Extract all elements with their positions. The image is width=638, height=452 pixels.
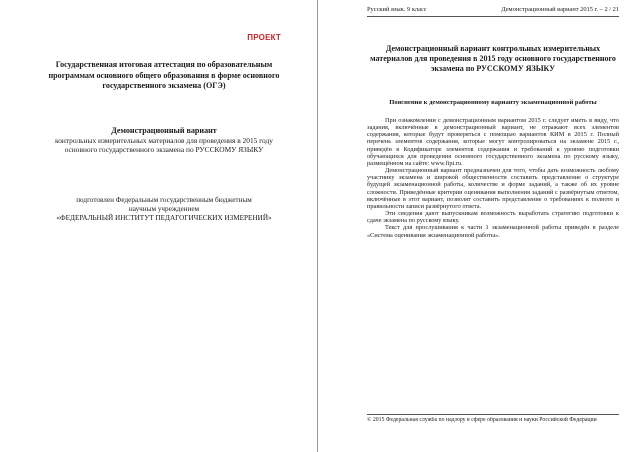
right-page [319,0,638,452]
body-paragraph: Эти сведения дают выпускникам возможность выработать стратегию подготовки к сдаче экзамена по русскому языку. [367,210,619,225]
prepared-by-line: подготовлен Федеральным государственным бюджетным [76,196,252,204]
body-text [367,117,619,239]
prepared-by-block [48,196,280,224]
header-variant-page: Демонстрационный вариант 2015 г. – 2 / 21 [501,6,619,13]
project-label: ПРОЕКТ [247,33,281,42]
left-page [0,0,318,452]
prepared-by-line: научным учреждением [128,205,200,214]
attestation-title: Государственная итоговая аттестация по образовательным программам основного общего образования в форме основного государственного экзамена (ОГЭ) [48,60,280,90]
footer-divider [367,414,619,415]
copyright-footer: © 2015 Федеральная служба по надзору в сфере образования и науки Российской Федерации [367,417,597,423]
section-heading: Пояснения к демонстрационному варианту экзаменационной работы [389,99,597,106]
prepared-by-line: «ФЕДЕРАЛЬНЫЙ ИНСТИТУТ ПЕДАГОГИЧЕСКИХ ИЗМЕРЕНИЙ» [56,214,272,223]
body-paragraph: Текст для прослушивания к части 1 экзаменационной работы приведён в разделе «Система оценивания экзаменационной работы». [367,224,619,239]
header-divider [367,16,619,17]
header-subject: Русский язык. 9 класс [367,6,427,13]
demo-variant-description: контрольных измерительных материалов для проведения в 2015 году основного государственного экзамена по РУССКОМУ ЯЗЫКУ [55,136,273,154]
body-paragraph: При ознакомлении с демонстрационным вариантом 2015 г. следует иметь в виду, что задания, включённые в демонстрационный вариант, не отражают всех элементов содержания, которые будут проверяться с помощью вариантов КИМ в 2015 г. Полный перечень элементов содержания, которые могут контролироваться на экзамене 2015 г., приведён в Кодификаторе элементов содержания и требований к уровню подготовки обучающихся для проведения основного государственного экзамена по русскому языку, размещённом на сайте: www.fipi.ru. [367,117,619,167]
demo-variant-title: Демонстрационный вариант [111,126,217,135]
body-paragraph: Демонстрационный вариант предназначен для того, чтобы дать возможность любому участнику экзамена и широкой общественности составить представление о структуре будущей экзаменационной работы, количестве и форме заданий, а также об их уровне сложности. Приведённые критерии оценивания выполнения заданий с развёрнутым ответом, включённые в этот вариант, позволят составить представление о требованиях к полноте и правильности записи развёрнутого ответа. [367,167,619,210]
document-title: Демонстрационный вариант контрольных измерительных материалов для проведения в 2015 году основного государственного экзамена по РУССКОМУ ЯЗЫКУ [370,44,616,74]
